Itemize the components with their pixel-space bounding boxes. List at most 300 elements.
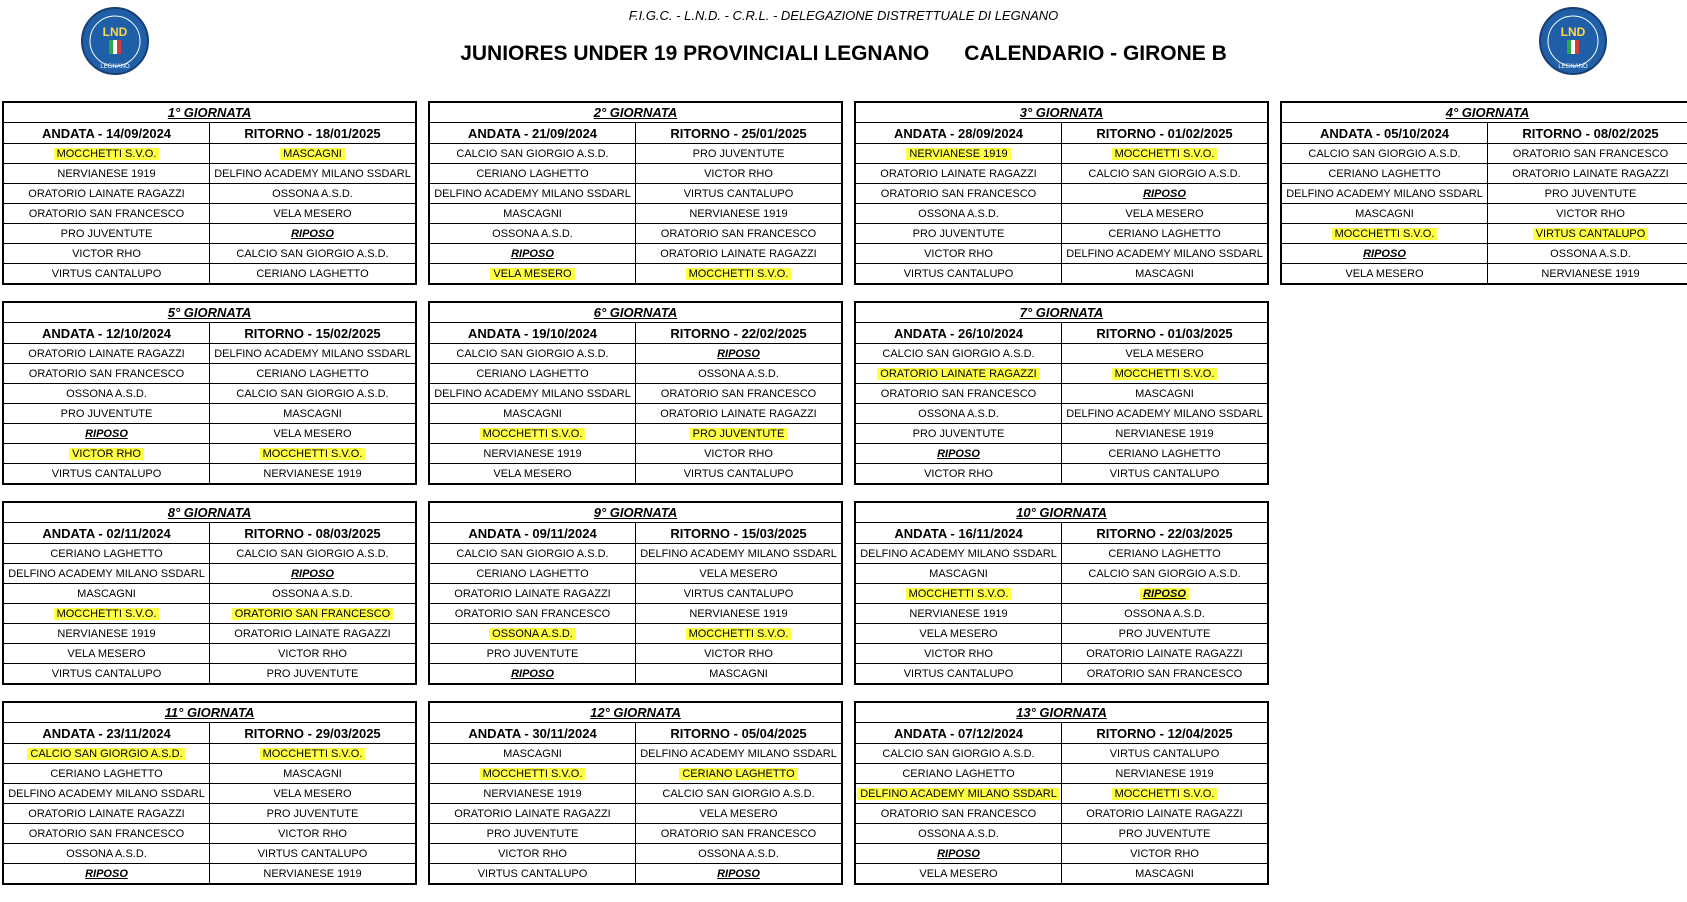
ritorno-header: RITORNO - 01/02/2025 xyxy=(1062,123,1268,144)
away-team: OSSONA A.S.D. xyxy=(698,367,779,380)
giornata-title: 1° GIORNATA xyxy=(4,103,415,123)
home-team: OSSONA A.S.D. xyxy=(489,628,576,640)
home-team-cell xyxy=(4,244,210,264)
away-team-cell xyxy=(210,824,416,844)
home-team-cell xyxy=(4,744,210,764)
away-team-cell xyxy=(210,204,416,224)
away-team: VELA MESERO xyxy=(273,427,352,440)
away-team-cell xyxy=(1062,864,1268,884)
away-team: DELFINO ACADEMY MILANO SSDARL xyxy=(214,347,411,360)
home-team: CALCIO SAN GIORGIO A.S.D. xyxy=(456,347,609,360)
home-team-cell xyxy=(430,224,636,244)
home-team: VIRTUS CANTALUPO xyxy=(51,667,162,680)
home-team: PRO JUVENTUTE xyxy=(912,227,1005,240)
away-team: ORATORIO SAN FRANCESCO xyxy=(1512,147,1669,160)
ritorno-header: RITORNO - 12/04/2025 xyxy=(1062,723,1268,744)
andata-header: ANDATA - 02/11/2024 xyxy=(4,523,210,544)
home-team-cell xyxy=(856,544,1062,564)
away-team: CALCIO SAN GIORGIO A.S.D. xyxy=(236,547,389,560)
home-team: MOCCHETTI S.V.O. xyxy=(54,148,160,160)
fixture-row xyxy=(4,544,415,564)
away-team-cell xyxy=(210,404,416,424)
andata-header: ANDATA - 21/09/2024 xyxy=(430,123,636,144)
fixture-row xyxy=(1282,264,1687,284)
away-team-cell xyxy=(1062,404,1268,424)
fixture-row xyxy=(856,364,1267,384)
away-team: DELFINO ACADEMY MILANO SSDARL xyxy=(640,747,837,760)
home-team: NERVIANESE 1919 xyxy=(483,787,582,800)
ritorno-header: RITORNO - 08/03/2025 xyxy=(210,523,416,544)
giornata-title: 6° GIORNATA xyxy=(430,303,841,323)
home-team: VICTOR RHO xyxy=(924,247,993,260)
home-team-cell xyxy=(4,644,210,664)
away-team: ORATORIO SAN FRANCESCO xyxy=(232,608,393,620)
home-team-cell xyxy=(856,244,1062,264)
fixture-row xyxy=(856,204,1267,224)
home-team: CALCIO SAN GIORGIO A.S.D. xyxy=(27,748,185,760)
fixture-row xyxy=(4,404,415,424)
home-team: MOCCHETTI S.V.O. xyxy=(54,608,160,620)
home-team-cell xyxy=(856,664,1062,684)
home-team-cell xyxy=(4,584,210,604)
giornata-block xyxy=(428,501,843,685)
home-team-cell xyxy=(4,184,210,204)
away-team-cell xyxy=(636,604,842,624)
fixture-row xyxy=(856,864,1267,884)
home-team-cell xyxy=(430,864,636,884)
away-team-cell xyxy=(636,424,842,444)
away-team: NERVIANESE 1919 xyxy=(263,867,362,880)
giornata-title: 13° GIORNATA xyxy=(856,703,1267,723)
home-team-cell xyxy=(856,764,1062,784)
home-team-cell xyxy=(4,264,210,284)
home-team-cell xyxy=(4,384,210,404)
away-team: NERVIANESE 1919 xyxy=(263,467,362,480)
home-team-cell xyxy=(4,604,210,624)
away-team: CALCIO SAN GIORGIO A.S.D. xyxy=(236,247,389,260)
away-team-cell xyxy=(1062,544,1268,564)
home-team-cell xyxy=(4,344,210,364)
fixture-row xyxy=(856,464,1267,484)
fixture-row xyxy=(856,544,1267,564)
home-team: VICTOR RHO xyxy=(924,467,993,480)
home-team: ORATORIO LAINATE RAGAZZI xyxy=(454,807,611,820)
away-team: MASCAGNI xyxy=(1135,867,1194,880)
fixture-row xyxy=(430,344,841,364)
away-team-cell xyxy=(210,144,416,164)
home-team-cell xyxy=(430,464,636,484)
fixture-row xyxy=(4,444,415,464)
fixture-row xyxy=(856,784,1267,804)
away-team: CERIANO LAGHETTO xyxy=(256,267,369,280)
away-team-cell xyxy=(210,624,416,644)
ritorno-header: RITORNO - 15/03/2025 xyxy=(636,523,842,544)
away-team-cell xyxy=(1062,584,1268,604)
header-org: F.I.G.C. - L.N.D. - C.R.L. - DELEGAZIONE DISTRETTUALE DI LEGNANO xyxy=(628,8,1059,23)
home-team: DELFINO ACADEMY MILANO SSDARL xyxy=(1286,187,1483,200)
away-team-cell xyxy=(1062,444,1268,464)
andata-header: ANDATA - 12/10/2024 xyxy=(4,323,210,344)
home-team-cell xyxy=(856,604,1062,624)
title-right: CALENDARIO - GIRONE B xyxy=(964,42,1227,65)
home-team: PRO JUVENTUTE xyxy=(60,227,153,240)
home-team: VIRTUS CANTALUPO xyxy=(903,267,1014,280)
away-team-cell xyxy=(636,464,842,484)
title-left: JUNIORES UNDER 19 PROVINCIALI LEGNANO xyxy=(460,42,930,65)
fixtures-header-row xyxy=(430,523,841,544)
away-team: VELA MESERO xyxy=(273,787,352,800)
home-team-cell xyxy=(4,464,210,484)
fixture-row xyxy=(4,364,415,384)
home-team: RIPOSO xyxy=(1363,247,1406,260)
fixture-row xyxy=(430,204,841,224)
home-team: ORATORIO LAINATE RAGAZZI xyxy=(28,347,185,360)
fixture-row xyxy=(856,564,1267,584)
fixture-row xyxy=(430,584,841,604)
away-team: RIPOSO xyxy=(717,347,760,360)
fixture-row xyxy=(1282,244,1687,264)
home-team: VELA MESERO xyxy=(919,627,998,640)
giornata-block xyxy=(428,301,843,485)
home-team: MOCCHETTI S.V.O. xyxy=(906,588,1012,600)
away-team-cell xyxy=(210,844,416,864)
away-team-cell xyxy=(636,744,842,764)
home-team-cell xyxy=(430,244,636,264)
home-team: VIRTUS CANTALUPO xyxy=(51,467,162,480)
away-team-cell xyxy=(210,444,416,464)
away-team-cell xyxy=(210,564,416,584)
home-team: PRO JUVENTUTE xyxy=(912,427,1005,440)
home-team-cell xyxy=(856,184,1062,204)
away-team: VELA MESERO xyxy=(1125,207,1204,220)
away-team-cell xyxy=(1062,744,1268,764)
home-team: OSSONA A.S.D. xyxy=(66,847,147,860)
home-team: MOCCHETTI S.V.O. xyxy=(1332,228,1438,240)
fixture-row xyxy=(4,164,415,184)
fixture-row xyxy=(430,384,841,404)
home-team: CERIANO LAGHETTO xyxy=(476,167,589,180)
home-team: CALCIO SAN GIORGIO A.S.D. xyxy=(882,747,1035,760)
home-team-cell xyxy=(4,824,210,844)
away-team-cell xyxy=(1062,604,1268,624)
fixture-row xyxy=(1282,164,1687,184)
fixture-row xyxy=(856,244,1267,264)
away-team: VICTOR RHO xyxy=(278,827,347,840)
home-team: VIRTUS CANTALUPO xyxy=(477,867,588,880)
away-team: MOCCHETTI S.V.O. xyxy=(686,628,792,640)
home-team-cell xyxy=(430,784,636,804)
away-team-cell xyxy=(1062,244,1268,264)
lnd-logo-left xyxy=(78,6,152,76)
away-team-cell xyxy=(1062,764,1268,784)
away-team: VELA MESERO xyxy=(699,567,778,580)
away-team-cell xyxy=(210,184,416,204)
home-team-cell xyxy=(856,564,1062,584)
away-team: RIPOSO xyxy=(291,567,334,580)
home-team-cell xyxy=(430,164,636,184)
away-team-cell xyxy=(636,404,842,424)
home-team-cell xyxy=(856,644,1062,664)
fixture-row xyxy=(430,544,841,564)
away-team-cell xyxy=(210,804,416,824)
away-team: RIPOSO xyxy=(1140,588,1189,600)
home-team-cell xyxy=(856,384,1062,404)
away-team-cell xyxy=(636,844,842,864)
andata-header: ANDATA - 19/10/2024 xyxy=(430,323,636,344)
fixtures-header-row xyxy=(430,123,841,144)
fixture-row xyxy=(856,644,1267,664)
away-team-cell xyxy=(210,644,416,664)
away-team: MOCCHETTI S.V.O. xyxy=(1112,368,1218,380)
away-team-cell xyxy=(1062,344,1268,364)
fixture-row xyxy=(4,244,415,264)
away-team-cell xyxy=(1488,224,1687,244)
away-team-cell xyxy=(636,204,842,224)
home-team: PRO JUVENTUTE xyxy=(60,407,153,420)
andata-header: ANDATA - 07/12/2024 xyxy=(856,723,1062,744)
home-team: MASCAGNI xyxy=(503,207,562,220)
away-team: OSSONA A.S.D. xyxy=(272,187,353,200)
home-team-cell xyxy=(4,804,210,824)
ritorno-header: RITORNO - 05/04/2025 xyxy=(636,723,842,744)
fixture-row xyxy=(430,764,841,784)
away-team: OSSONA A.S.D. xyxy=(698,847,779,860)
andata-header: ANDATA - 05/10/2024 xyxy=(1282,123,1488,144)
home-team-cell xyxy=(430,344,636,364)
fixtures-table xyxy=(856,723,1267,883)
fixtures-table xyxy=(430,123,841,283)
fixture-row xyxy=(430,804,841,824)
away-team-cell xyxy=(636,764,842,784)
fixture-row xyxy=(856,764,1267,784)
home-team-cell xyxy=(430,424,636,444)
away-team: CERIANO LAGHETTO xyxy=(1108,547,1221,560)
away-team-cell xyxy=(1062,264,1268,284)
away-team: RIPOSO xyxy=(291,227,334,240)
away-team-cell xyxy=(1062,824,1268,844)
fixture-row xyxy=(4,764,415,784)
away-team-cell xyxy=(210,764,416,784)
giornata-title: 11° GIORNATA xyxy=(4,703,415,723)
home-team: ORATORIO LAINATE RAGAZZI xyxy=(877,368,1039,380)
home-team: VICTOR RHO xyxy=(69,448,144,460)
home-team-cell xyxy=(856,204,1062,224)
fixture-row xyxy=(430,364,841,384)
home-team: VELA MESERO xyxy=(1345,267,1424,280)
fixture-row xyxy=(856,804,1267,824)
fixtures-header-row xyxy=(856,323,1267,344)
ritorno-header: RITORNO - 29/03/2025 xyxy=(210,723,416,744)
home-team: ORATORIO SAN FRANCESCO xyxy=(28,827,185,840)
away-team-cell xyxy=(1062,644,1268,664)
away-team-cell xyxy=(636,804,842,824)
fixtures-table xyxy=(4,523,415,683)
away-team-cell xyxy=(1488,264,1687,284)
away-team-cell xyxy=(210,604,416,624)
home-team: OSSONA A.S.D. xyxy=(918,407,999,420)
home-team: RIPOSO xyxy=(85,867,128,880)
fixture-row xyxy=(856,224,1267,244)
fixture-row xyxy=(430,784,841,804)
away-team: MASCAGNI xyxy=(1135,267,1194,280)
andata-header: ANDATA - 30/11/2024 xyxy=(430,723,636,744)
home-team-cell xyxy=(1282,144,1488,164)
home-team-cell xyxy=(4,844,210,864)
away-team-cell xyxy=(636,664,842,684)
home-team-cell xyxy=(430,364,636,384)
giornata-block xyxy=(854,701,1269,885)
home-team: MOCCHETTI S.V.O. xyxy=(480,428,586,440)
away-team-cell xyxy=(1488,244,1687,264)
home-team: DELFINO ACADEMY MILANO SSDARL xyxy=(8,567,205,580)
away-team: PRO JUVENTUTE xyxy=(266,807,359,820)
away-team: NERVIANESE 1919 xyxy=(689,607,788,620)
fixture-row xyxy=(430,184,841,204)
home-team-cell xyxy=(1282,204,1488,224)
home-team: ORATORIO LAINATE RAGAZZI xyxy=(880,167,1037,180)
fixture-row xyxy=(4,844,415,864)
away-team-cell xyxy=(210,224,416,244)
away-team: CALCIO SAN GIORGIO A.S.D. xyxy=(236,387,389,400)
home-team: RIPOSO xyxy=(511,247,554,260)
home-team-cell xyxy=(4,424,210,444)
home-team-cell xyxy=(4,544,210,564)
home-team-cell xyxy=(430,804,636,824)
ritorno-header: RITORNO - 08/02/2025 xyxy=(1488,123,1687,144)
away-team: CERIANO LAGHETTO xyxy=(1108,227,1221,240)
home-team: RIPOSO xyxy=(937,847,980,860)
away-team: VIRTUS CANTALUPO xyxy=(683,467,794,480)
fixture-row xyxy=(4,264,415,284)
home-team-cell xyxy=(430,824,636,844)
home-team-cell xyxy=(856,164,1062,184)
away-team: OSSONA A.S.D. xyxy=(272,587,353,600)
away-team: NERVIANESE 1919 xyxy=(1115,767,1214,780)
away-team: OSSONA A.S.D. xyxy=(1550,247,1631,260)
away-team: PRO JUVENTUTE xyxy=(1544,187,1637,200)
home-team: NERVIANESE 1919 xyxy=(57,627,156,640)
away-team: PRO JUVENTUTE xyxy=(1118,827,1211,840)
home-team-cell xyxy=(856,784,1062,804)
giornata-title: 4° GIORNATA xyxy=(1282,103,1687,123)
andata-header: ANDATA - 14/09/2024 xyxy=(4,123,210,144)
home-team: ORATORIO SAN FRANCESCO xyxy=(28,367,185,380)
away-team-cell xyxy=(1062,624,1268,644)
fixtures-table xyxy=(430,723,841,883)
away-team-cell xyxy=(1062,844,1268,864)
home-team-cell xyxy=(4,624,210,644)
home-team-cell xyxy=(856,404,1062,424)
ritorno-header: RITORNO - 22/03/2025 xyxy=(1062,523,1268,544)
home-team: NERVIANESE 1919 xyxy=(909,607,1008,620)
fixture-row xyxy=(430,564,841,584)
fixtures-header-row xyxy=(4,123,415,144)
ritorno-header: RITORNO - 25/01/2025 xyxy=(636,123,842,144)
fixture-row xyxy=(430,264,841,284)
away-team-cell xyxy=(210,464,416,484)
fixture-row xyxy=(4,344,415,364)
fixture-row xyxy=(856,824,1267,844)
away-team: PRO JUVENTUTE xyxy=(692,147,785,160)
away-team-cell xyxy=(1488,144,1687,164)
ritorno-header: RITORNO - 22/02/2025 xyxy=(636,323,842,344)
fixture-row xyxy=(430,604,841,624)
home-team-cell xyxy=(430,584,636,604)
fixtures-table xyxy=(856,323,1267,483)
home-team-cell xyxy=(430,564,636,584)
away-team-cell xyxy=(636,544,842,564)
away-team-cell xyxy=(636,564,842,584)
away-team: ORATORIO SAN FRANCESCO xyxy=(660,387,817,400)
away-team: ORATORIO SAN FRANCESCO xyxy=(660,227,817,240)
andata-header: ANDATA - 26/10/2024 xyxy=(856,323,1062,344)
home-team-cell xyxy=(430,604,636,624)
home-team: NERVIANESE 1919 xyxy=(906,148,1010,160)
fixture-row xyxy=(856,844,1267,864)
fixture-row xyxy=(430,864,841,884)
home-team-cell xyxy=(856,584,1062,604)
fixture-row xyxy=(4,384,415,404)
away-team-cell xyxy=(1062,164,1268,184)
home-team-cell xyxy=(856,804,1062,824)
home-team: ORATORIO SAN FRANCESCO xyxy=(880,187,1037,200)
away-team-cell xyxy=(1062,664,1268,684)
away-team: VIRTUS CANTALUPO xyxy=(1533,228,1649,240)
home-team-cell xyxy=(4,364,210,384)
giornata-title: 7° GIORNATA xyxy=(856,303,1267,323)
away-team: ORATORIO LAINATE RAGAZZI xyxy=(660,247,817,260)
fixtures-header-row xyxy=(856,723,1267,744)
fixture-row xyxy=(430,824,841,844)
away-team: NERVIANESE 1919 xyxy=(689,207,788,220)
fixtures-header-row xyxy=(430,323,841,344)
giornata-block xyxy=(428,101,843,285)
away-team: VICTOR RHO xyxy=(1556,207,1625,220)
away-team: RIPOSO xyxy=(717,867,760,880)
fixtures-table xyxy=(856,123,1267,283)
andata-header: ANDATA - 16/11/2024 xyxy=(856,523,1062,544)
away-team-cell xyxy=(636,824,842,844)
away-team: ORATORIO LAINATE RAGAZZI xyxy=(1512,167,1669,180)
fixture-row xyxy=(4,184,415,204)
fixtures-header-row xyxy=(4,723,415,744)
home-team: MASCAGNI xyxy=(929,567,988,580)
fixture-row xyxy=(4,804,415,824)
away-team: MASCAGNI xyxy=(283,407,342,420)
fixtures-header-row xyxy=(856,523,1267,544)
home-team-cell xyxy=(430,384,636,404)
away-team: CALCIO SAN GIORGIO A.S.D. xyxy=(662,787,815,800)
home-team: ORATORIO SAN FRANCESCO xyxy=(880,807,1037,820)
away-team-cell xyxy=(210,864,416,884)
fixtures-table xyxy=(4,123,415,283)
andata-header: ANDATA - 28/09/2024 xyxy=(856,123,1062,144)
home-team: VIRTUS CANTALUPO xyxy=(903,667,1014,680)
fixture-row xyxy=(856,144,1267,164)
away-team: VIRTUS CANTALUPO xyxy=(1109,467,1220,480)
away-team-cell xyxy=(636,344,842,364)
away-team: OSSONA A.S.D. xyxy=(1124,607,1205,620)
fixtures-table xyxy=(430,523,841,683)
away-team-cell xyxy=(1062,364,1268,384)
home-team-cell xyxy=(1282,264,1488,284)
home-team-cell xyxy=(856,864,1062,884)
away-team-cell xyxy=(1062,384,1268,404)
fixture-row xyxy=(430,644,841,664)
home-team: PRO JUVENTUTE xyxy=(486,647,579,660)
fixture-row xyxy=(1282,204,1687,224)
away-team: ORATORIO LAINATE RAGAZZI xyxy=(1086,807,1243,820)
